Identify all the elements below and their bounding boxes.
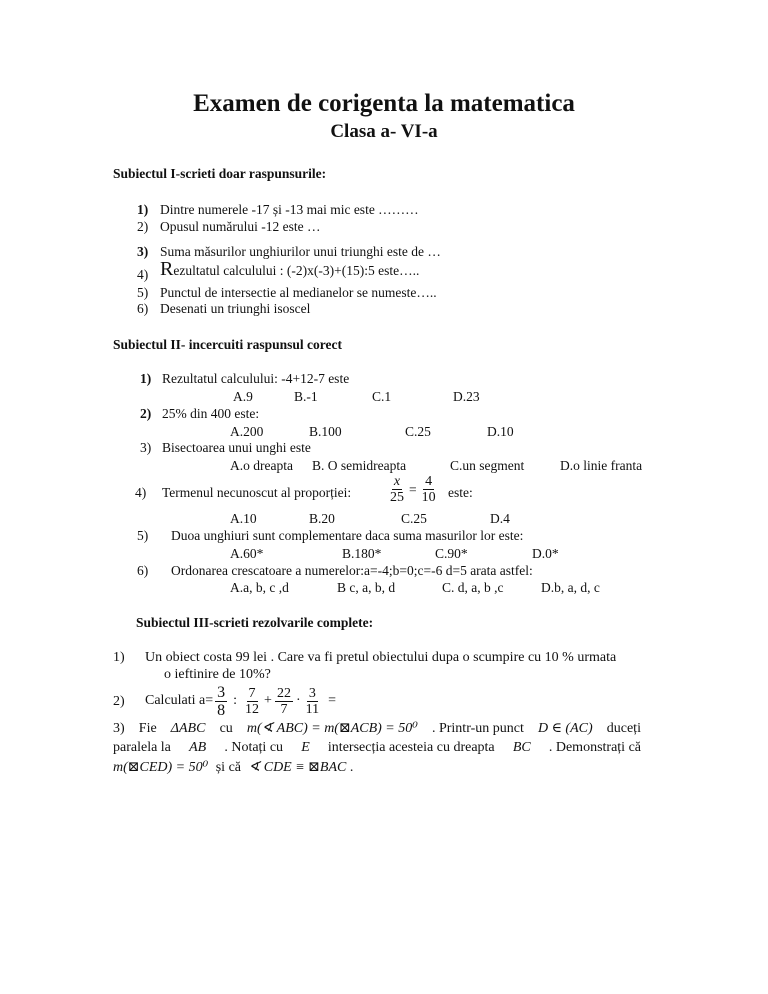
line-bc: BC — [512, 740, 531, 755]
page-title: Examen de corigenta la matematica — [193, 90, 575, 117]
s2-q2-option-a[interactable]: A.200 — [230, 424, 264, 439]
colon-operator: : — [233, 693, 238, 708]
s3-p3-number: 3) — [113, 721, 125, 736]
section-3-heading: Subiectul III-scrieti rezolvarile complete: — [136, 615, 374, 630]
proportion-fraction-right — [420, 474, 438, 505]
congruence: ∢ CDE ≡ ⊠BAC — [248, 760, 347, 775]
fraction-7-12 — [243, 686, 261, 717]
s2-q4-option-c[interactable]: C.25 — [401, 511, 427, 526]
s2-q1-option-a[interactable]: A.9 — [233, 389, 253, 404]
s1-item-6-number: 6) — [137, 301, 149, 316]
s2-q6-text: Ordonarea crescatoare a numerelor:a=-4;b=0;c=-6 d=5 arata astfel: — [171, 563, 533, 578]
text-fragment: intersecția acesteia cu dreapta — [327, 740, 495, 755]
s1-item-5-text: Punctul de intersectie al medianelor se numeste….. — [160, 285, 437, 300]
s2-q6-option-d[interactable]: D.b, a, d, c — [541, 580, 600, 595]
point-e: E — [301, 740, 310, 755]
s2-q5-option-b[interactable]: B.180* — [342, 546, 382, 561]
s2-q2-number: 2) — [140, 406, 152, 421]
s2-q4-option-d[interactable]: D.4 — [490, 511, 510, 526]
fraction-denominator: 8 — [217, 701, 226, 719]
fraction-denominator: 10 — [421, 490, 436, 505]
text-fragment: duceți — [606, 721, 641, 736]
s2-q2-option-d[interactable]: D.10 — [487, 424, 514, 439]
s2-q4-option-b[interactable]: B.20 — [309, 511, 335, 526]
triangle-abc: ΔABC — [170, 721, 206, 736]
s3-p2-number: 2) — [113, 694, 125, 709]
fraction-numerator: 3 — [217, 683, 226, 701]
text-fragment: . — [349, 760, 354, 775]
text-fragment: . Notați cu — [224, 740, 284, 755]
fraction-22-7 — [275, 686, 293, 717]
s2-q6-option-c[interactable]: C. d, a, b ,c — [442, 580, 504, 595]
fraction-numerator: x — [393, 474, 401, 489]
text-fragment: și că — [215, 760, 241, 775]
plus-operator: + — [264, 693, 272, 708]
s2-q4-proportion — [386, 474, 440, 505]
fraction-denominator: 25 — [390, 490, 404, 505]
s3-p3-line2 — [113, 738, 641, 757]
s2-q3-text: Bisectoarea unui unghi este — [162, 440, 311, 455]
s1-item-4-number: 4) — [137, 267, 149, 282]
fraction-3-11 — [304, 686, 321, 717]
s2-q4-number: 4) — [135, 485, 147, 500]
s2-q1-option-c[interactable]: C.1 — [372, 389, 392, 404]
text-fragment: . Printr-un punct — [431, 721, 524, 736]
fraction-3-8 — [215, 684, 227, 719]
s2-q2-option-b[interactable]: B.100 — [309, 424, 342, 439]
s2-q1-text: Rezultatul calculului: -4+12-7 este — [162, 371, 350, 386]
s2-q5-number: 5) — [137, 528, 149, 543]
s1-item-2-number: 2) — [137, 219, 149, 234]
fraction-denominator: 12 — [245, 701, 260, 717]
segment-ab: AB — [189, 740, 207, 755]
dot-operator: · — [295, 693, 301, 708]
angle-condition: m(∢ ABC) = m(⊠ACB) = 50⁰ — [246, 721, 418, 736]
s2-q1-option-b[interactable]: B.-1 — [294, 389, 318, 404]
s1-item-4-rest: ezultatul calculului : (-2)x(-3)+(15):5 este….. — [173, 263, 420, 278]
s2-q3-option-c[interactable]: C.un segment — [450, 458, 525, 473]
s2-q4-text: Termenul necunoscut al proporției: — [162, 485, 352, 500]
s3-p1-line2: o ieftinire de 10%? — [164, 667, 271, 682]
section-2-heading: Subiectul II- incercuiti raspunsul corect — [113, 337, 343, 352]
s3-p3-line3 — [113, 758, 353, 777]
s1-item-2-text: Opusul numărului -12 este … — [160, 219, 321, 234]
text-fragment: paralela la — [113, 740, 171, 755]
s1-item-4-capital: R — [160, 258, 174, 280]
s2-q5-text: Duoa unghiuri sunt complementare daca suma masurilor lor este: — [171, 528, 524, 543]
fraction-denominator: 11 — [305, 701, 320, 717]
s2-q5-option-d[interactable]: D.0* — [532, 546, 559, 561]
angle-ced: m(⊠CED) = 50⁰ — [113, 760, 209, 775]
fraction-numerator: 4 — [425, 474, 433, 489]
fraction-denominator: 7 — [280, 701, 288, 717]
proportion-fraction-left — [388, 474, 406, 505]
s1-item-5-number: 5) — [137, 285, 149, 300]
s2-q3-number: 3) — [140, 440, 152, 455]
s2-q6-option-b[interactable]: B c, a, b, d — [337, 580, 396, 595]
s2-q3-option-d[interactable]: D.o linie franta — [560, 458, 643, 473]
s2-q1-option-d[interactable]: D.23 — [453, 389, 480, 404]
s2-q6-number: 6) — [137, 563, 149, 578]
s2-q5-option-c[interactable]: C.90* — [435, 546, 468, 561]
fraction-numerator: 7 — [248, 685, 256, 701]
s2-q2-option-c[interactable]: C.25 — [405, 424, 431, 439]
s1-item-6-text: Desenati un triunghi isoscel — [160, 301, 311, 316]
s1-item-1-text: Dintre numerele -17 și -13 mai mic este ……… — [160, 202, 419, 217]
s3-p3-line1 — [113, 719, 641, 738]
s2-q2-text: 25% din 400 este: — [162, 406, 260, 421]
s2-q4-option-a[interactable]: A.10 — [230, 511, 257, 526]
s2-q3-option-b[interactable]: B. O semidreapta — [312, 458, 407, 473]
s3-p1-line1: Un obiect costa 99 lei . Care va fi pretul obiectului dupa o scumpire cu 10 % urmata — [145, 650, 617, 665]
s2-q4-tail: este: — [448, 485, 473, 500]
point-d: D ∈ (AC) — [537, 721, 593, 736]
calc-label: Calculati a= — [145, 693, 214, 708]
s3-p1-number: 1) — [113, 650, 125, 665]
text-fragment: . Demonstrați că — [548, 740, 641, 755]
s1-item-3-text: Suma măsurilor unghiurilor unui triunghi este de … — [160, 244, 441, 259]
s2-q1-number: 1) — [140, 371, 152, 386]
s2-q3-option-a[interactable]: A.o dreapta — [230, 458, 293, 473]
fraction-numerator: 3 — [308, 685, 316, 701]
equals-sign: = — [409, 481, 417, 497]
fraction-numerator: 22 — [276, 685, 291, 701]
text-fragment: cu — [219, 721, 233, 736]
text-fragment: Fie — [138, 721, 157, 736]
s3-p2-expression — [145, 683, 336, 719]
s1-item-1-number: 1) — [137, 202, 149, 217]
equals-sign: = — [328, 693, 337, 708]
page-subtitle: Clasa a- VI-a — [330, 121, 438, 142]
s2-q5-option-a[interactable]: A.60* — [230, 546, 264, 561]
s2-q6-option-a[interactable]: A.a, b, c ,d — [230, 580, 289, 595]
section-1-heading: Subiectul I-scrieti doar raspunsurile: — [113, 166, 327, 181]
s1-item-4-text — [160, 258, 420, 280]
s1-item-3-number: 3) — [137, 244, 149, 259]
